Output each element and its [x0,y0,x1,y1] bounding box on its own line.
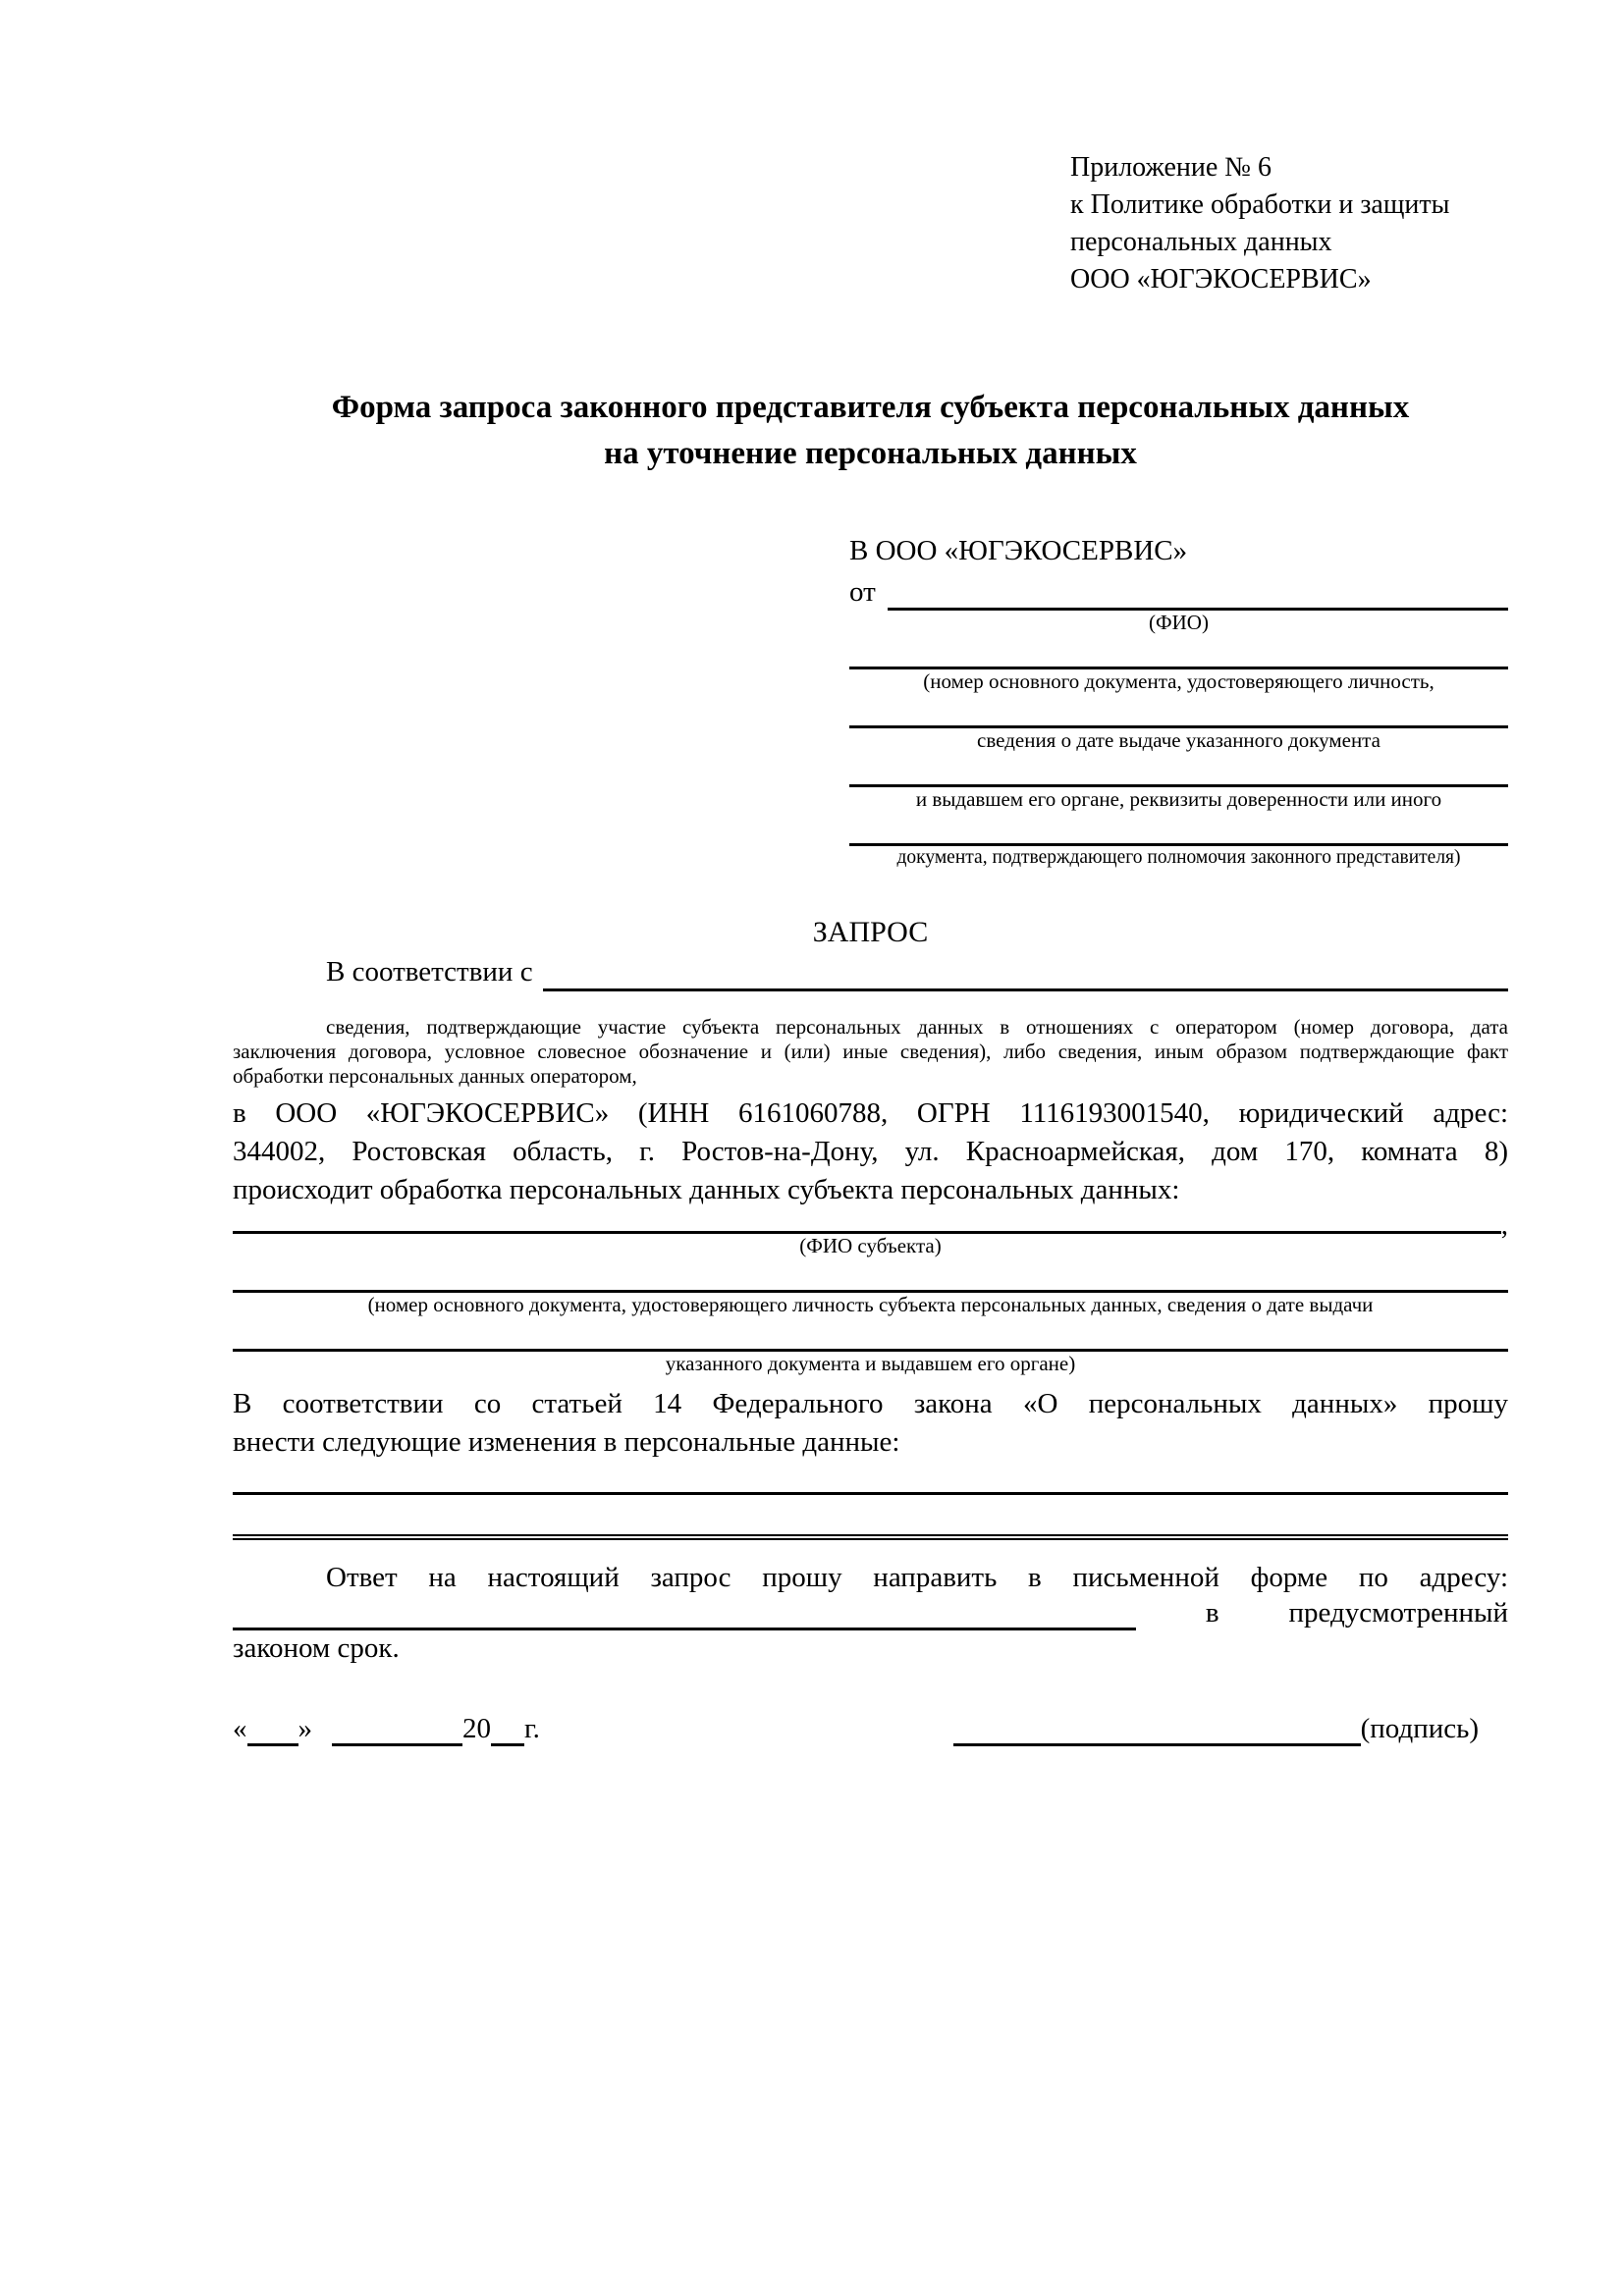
annex-line: персональных данных [1070,227,1332,257]
from-field [849,573,1508,611]
addressee-org: В ООО «ЮГЭКОСЕРВИС» [849,535,1188,566]
year-fill-line [491,1721,524,1746]
operator-line: 344002, Ростовская область, г. Ростов-на-Дону, ул. Красноармейская, дом 170, комната 8) [233,1136,1508,1167]
operator-line: происходит обработка персональных данных субъекта персональных данных: [233,1174,1180,1205]
subject-doc-issuer-fill-line [233,1316,1508,1352]
reply-intro-line: Ответ на настоящий запрос прошу направить в письменной форме по адресу: [326,1562,1508,1593]
date-signature-row [233,1711,1479,1746]
issuing-authority-caption: и выдавшем его органе, реквизиты доверенности или иного [915,787,1442,811]
annex-block [1070,149,1508,298]
representative-doc-number-fill-line [849,634,1508,669]
footnote-line: обработки персональных данных оператором, [233,1064,637,1088]
close-quote: » [298,1713,312,1744]
representative-doc-number-caption: (номер основного документа, удостоверяющего личность, [923,669,1435,693]
subject-fio-field [233,1209,1508,1241]
footnote-line: заключения договора, условное словесное обозначение и (или) иные сведения), либо сведения, иным образом подтверждающие факт [233,1040,1508,1063]
month-fill-line [332,1721,462,1746]
date-field [233,1711,540,1746]
document-title [233,385,1508,477]
annex-line: ООО «ЮГЭКОСЕРВИС» [1070,264,1372,294]
request-heading: ЗАПРОС [812,916,929,948]
article-line: внести следующие изменения в персональные данные: [233,1426,900,1458]
issuing-authority-fill-line [849,752,1508,787]
basis-footnote [233,1015,1508,1089]
from-fill-line [888,583,1508,611]
subject-fio-caption: (ФИО субъекта) [799,1234,942,1257]
reply-paragraph [233,1560,1508,1666]
subject-doc-issuer-caption: указанного документа и выдавшем его органе) [665,1352,1076,1375]
operator-line: в ООО «ЮГЭКОСЕРВИС» (ИНН 6161060788, ОГРН 1116193001540, юридический адрес: [233,1097,1508,1129]
doc-issue-date-fill-line [849,693,1508,728]
title-line-2: на уточнение персональных данных [604,436,1137,471]
signature-field [953,1711,1479,1746]
addressee-block [849,532,1508,870]
basis-fill-line [543,962,1508,991]
subject-fio-comma: , [1500,1209,1508,1241]
footnote-line: сведения, подтверждающие участие субъекта персональных данных в отношениях с оператором (номер договора, дата [326,1015,1508,1039]
basis-field [233,952,1508,991]
fio-caption: (ФИО) [1149,611,1209,634]
reply-address-fill-line [233,1603,1136,1630]
annex-line: к Политике обработки и защиты [1070,189,1450,220]
operator-paragraph [233,1095,1508,1209]
subject-doc-number-caption: (номер основного документа, удостоверяющего личность субъекта персональных данных, сведения о дате выдачи [367,1293,1374,1316]
reply-word: предусмотренный [1288,1597,1508,1629]
changes-fill-line-1 [233,1477,1508,1495]
year-suffix: г. [524,1713,540,1744]
reply-tail-line: законом срок. [233,1632,400,1664]
signature-caption: (подпись) [1360,1713,1479,1744]
day-fill-line [247,1721,298,1746]
annex-line: Приложение № 6 [1070,152,1272,183]
from-label: от [849,576,876,608]
reply-word: в [1205,1597,1219,1629]
authority-confirming-doc-fill-line [849,811,1508,846]
article-line: В соответствии со статьей 14 Федерального закона «О персональных данных» прошу [233,1388,1508,1419]
title-line-1: Форма запроса законного представителя субъекта персональных данных [331,390,1410,425]
changes-fill-line-2 [233,1495,1508,1540]
signature-fill-line [953,1721,1361,1746]
subject-doc-number-fill-line [233,1257,1508,1293]
basis-label: В соответствии с [326,956,533,988]
subject-fio-fill-line [233,1220,1501,1234]
year-prefix: 20 [462,1713,491,1744]
open-quote: « [233,1713,247,1744]
authority-confirming-doc-caption: документа, подтверждающего полномочия законного представителя) [896,847,1461,868]
doc-issue-date-caption: сведения о дате выдаче указанного документа [977,728,1380,752]
reply-address-field [233,1595,1508,1630]
article-paragraph [233,1385,1508,1462]
